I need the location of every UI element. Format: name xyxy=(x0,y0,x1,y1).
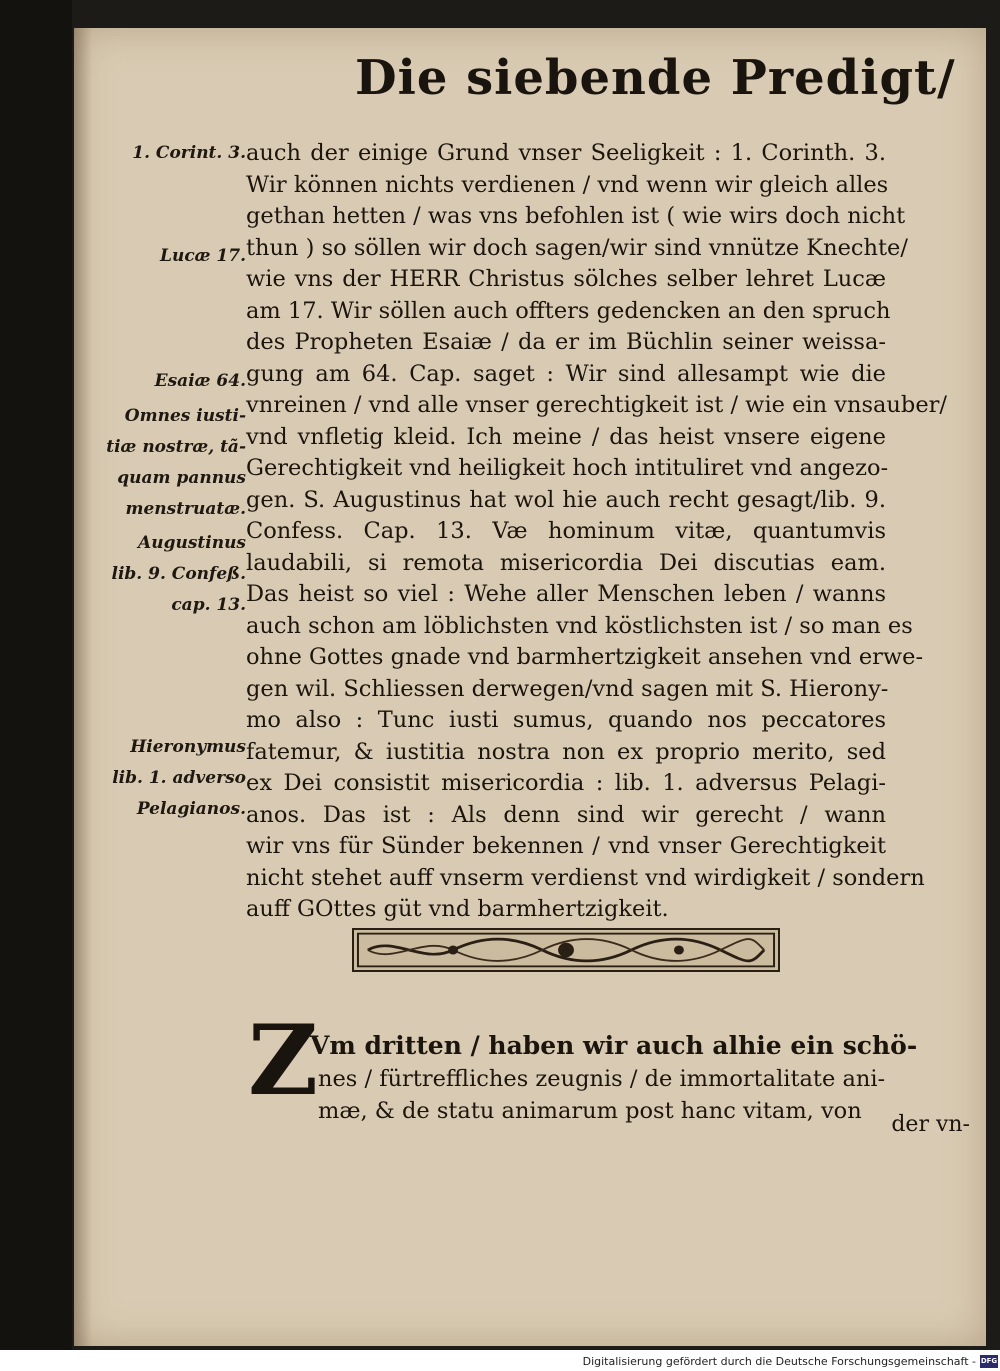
marginal-note: lib. 9. Confeß. xyxy=(111,564,246,584)
text-line: anos. Das ist : Als denn sind wir gerecht / wann xyxy=(246,801,886,828)
text-line: gung am 64. Cap. saget : Wir sind allesampt wie die xyxy=(246,360,886,387)
text-line: wir vns für Sünder bekennen / vnd vnser Gerechtigkeit xyxy=(246,833,886,859)
text-line: wie vns der HERR Christus sölches selber lehret Lucæ xyxy=(246,266,886,292)
marginal-note: Pelagianos. xyxy=(136,799,246,819)
funding-note: Digitalisierung gefördert durch die Deutsche Forschungsgemeinschaft - xyxy=(582,1355,976,1368)
section-line: mæ, & de statu animarum post hanc vitam, von xyxy=(318,1098,862,1124)
text-line: ex Dei consistit misericordia : lib. 1. adversus Pelagi- xyxy=(246,770,886,796)
catchword: der vn- xyxy=(891,1112,970,1137)
ornamental-divider xyxy=(352,928,780,972)
marginal-note: Lucæ 17. xyxy=(160,246,246,266)
text-line: des Propheten Esaiæ / da er im Büchlin seiner weissa- xyxy=(246,329,886,355)
text-line: Confess. Cap. 13. Væ hominum vitæ, quantumvis xyxy=(246,518,886,544)
text-line: auch der einige Grund vnser Seeligkeit : 1. Corinth. 3. xyxy=(246,140,886,166)
marginal-note: Esaiæ 64. xyxy=(154,371,246,391)
marginal-note: lib. 1. adverso xyxy=(112,768,246,788)
text-line: auch schon am löblichsten vnd köstlichsten ist / so man es xyxy=(246,612,913,639)
text-line: gen. S. Augustinus hat wol hie auch recht gesagt/lib. 9. xyxy=(246,486,886,513)
marginal-note: menstruatæ. xyxy=(125,499,246,519)
text-line: laudabili, si remota misericordia Dei discutias eam. xyxy=(246,549,886,576)
marginal-note: Augustinus xyxy=(138,533,246,553)
running-head: Die siebende Predigt/ xyxy=(355,50,956,106)
text-line: fatemur, & iustitia nostra non ex proprio merito, sed xyxy=(246,738,886,765)
text-line: mo also : Tunc iusti sumus, quando nos peccatores xyxy=(246,707,886,733)
text-line: thun ) so söllen wir doch sagen/wir sind vnnütze Knechte/ xyxy=(246,234,908,261)
marginal-note: Hieronymus xyxy=(130,737,246,757)
marginal-note: Omnes iusti- xyxy=(124,406,246,426)
marginal-note: 1. Corint. 3. xyxy=(132,143,246,163)
footer-bar xyxy=(0,1350,1000,1371)
section-line: Vm dritten / haben wir auch alhie ein schö- xyxy=(310,1031,918,1060)
text-line: gen wil. Schliessen derwegen/vnd sagen mit S. Hierony- xyxy=(246,675,889,702)
text-line: am 17. Wir söllen auch offters gedencken an den spruch xyxy=(246,297,891,324)
text-line: ohne Gottes gnade vnd barmhertzigkeit ansehen vnd erwe- xyxy=(246,644,924,670)
text-line: auff GOttes güt vnd barmhertzigkeit. xyxy=(246,896,669,922)
text-line: gethan hetten / was vns befohlen ist ( wie wirs doch nicht xyxy=(246,203,906,229)
marginal-note: cap. 13. xyxy=(171,595,246,615)
text-line: Wir können nichts verdienen / vnd wenn wir gleich alles xyxy=(246,171,889,198)
marginal-note: quam pannus xyxy=(117,468,246,488)
text-line: Gerechtigkeit vnd heiligkeit hoch intituliret vnd angezo- xyxy=(246,455,889,481)
marginal-note: tiæ nostræ, tã- xyxy=(106,437,246,457)
dfg-logo-icon: DFG xyxy=(980,1355,998,1368)
text-line: nicht stehet auff vnserm verdienst vnd wirdigkeit / sondern xyxy=(246,864,925,891)
section-line: nes / fürtreffliches zeugnis / de immortalitate ani- xyxy=(318,1066,886,1092)
ornament-icon xyxy=(354,930,778,970)
text-line: vnreinen / vnd alle vnser gerechtigkeit ist / wie ein vnsauber/ xyxy=(246,392,947,418)
text-line: Das heist so viel : Wehe aller Menschen leben / wanns xyxy=(246,581,886,607)
text-line: vnd vnfletig kleid. Ich meine / das heist vnsere eigene xyxy=(246,423,886,450)
scan-background xyxy=(0,0,72,1350)
main-text-block xyxy=(246,138,947,926)
decorated-initial: Z xyxy=(248,1004,319,1117)
page-gutter xyxy=(74,28,92,1346)
